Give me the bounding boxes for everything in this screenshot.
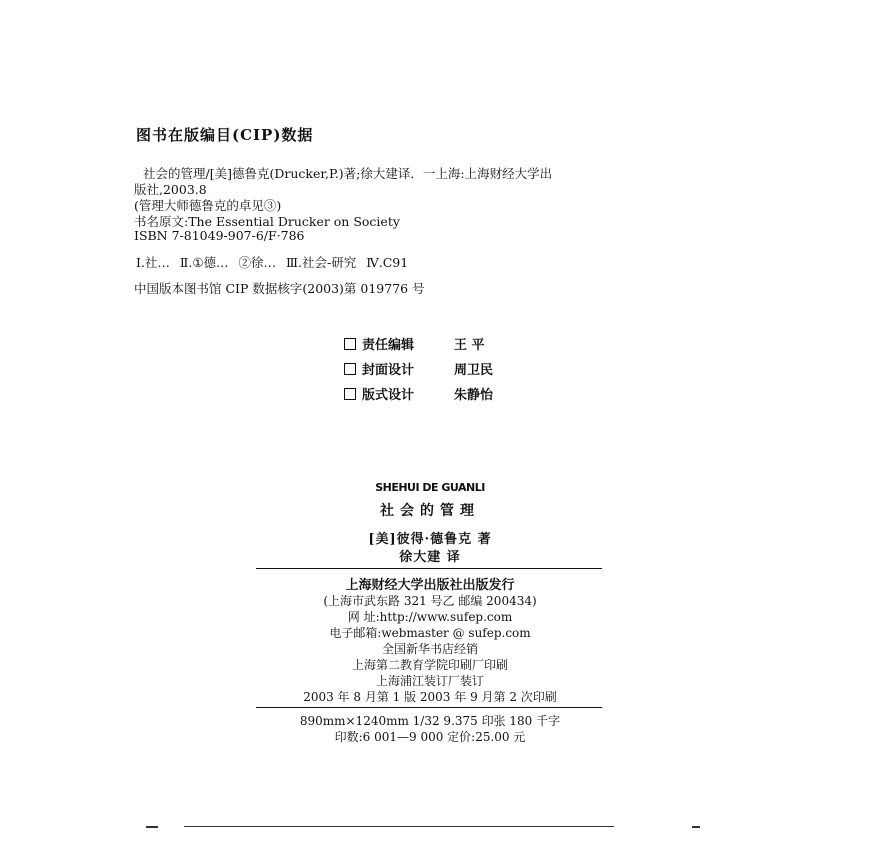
editor-role: 封面设计 xyxy=(362,363,415,378)
book-pinyin-title: SHEHUI DE GUANLI xyxy=(375,481,485,494)
editor-row xyxy=(344,334,485,353)
checkbox-square-icon xyxy=(344,363,356,375)
format-specs: 890mm×1240mm 1/32 9.375 印张 180 千字 xyxy=(299,714,561,728)
editor-role: 责任编辑 xyxy=(362,338,415,353)
editor-role: 版式设计 xyxy=(362,388,415,403)
book-author: [美]彼得·德鲁克 著 xyxy=(368,532,492,547)
editor-name: 王 平 xyxy=(454,338,485,353)
publisher-email: 电子邮箱:webmaster @ sufep.com xyxy=(329,626,531,640)
cip-isbn-line: ISBN 7-81049-907-6/F·786 xyxy=(134,228,305,243)
cip-approval-number: 中国版本图书馆 CIP 数据核字(2003)第 019776 号 xyxy=(134,281,425,296)
scan-artifact xyxy=(146,826,158,828)
cip-bibliographic-line: 社会的管理/[美]德鲁克(Drucker,P.)著;徐大建译．一上海:上海财经大学出 xyxy=(143,166,553,181)
divider-top xyxy=(256,568,602,569)
scan-artifact xyxy=(184,826,614,827)
publisher-address: (上海市武东路 321 号乙 邮编 200434) xyxy=(323,594,537,608)
print-run-price: 印数:6 001—9 000 定价:25.00 元 xyxy=(334,730,526,744)
book-title: 社会的管理 xyxy=(380,503,480,519)
scan-artifact xyxy=(692,826,700,828)
publisher-website: 网 址:http://www.sufep.com xyxy=(347,610,513,624)
cover-designer-row xyxy=(344,359,493,378)
checkbox-square-icon xyxy=(344,338,356,350)
checkbox-square-icon xyxy=(344,388,356,400)
publisher-name: 上海财经大学出版社出版发行 xyxy=(345,578,515,593)
editor-name: 周卫民 xyxy=(454,363,494,378)
divider-bottom xyxy=(256,707,602,708)
book-translator: 徐大建 译 xyxy=(399,550,461,565)
layout-designer-row xyxy=(344,384,493,403)
printer: 上海第二教育学院印刷厂印刷 xyxy=(351,658,508,672)
editor-name: 朱静怡 xyxy=(454,388,494,403)
cip-heading: 图书在版编目(CIP)数据 xyxy=(136,126,314,144)
cip-series-line: (管理大师德鲁克的卓见③) xyxy=(134,198,282,213)
binder: 上海浦江装订厂装订 xyxy=(375,674,484,688)
edition-info: 2003 年 8 月第 1 版 2003 年 9 月第 2 次印刷 xyxy=(303,690,557,704)
cip-original-title-line: 书名原文:The Essential Drucker on Society xyxy=(134,214,400,229)
distributor: 全国新华书店经销 xyxy=(381,642,478,656)
cip-classification-line: Ⅰ.社… Ⅱ.①德… ②徐… Ⅲ.社会-研究 Ⅳ.C91 xyxy=(136,255,409,270)
cip-publication-line: 版社,2003.8 xyxy=(134,182,207,197)
